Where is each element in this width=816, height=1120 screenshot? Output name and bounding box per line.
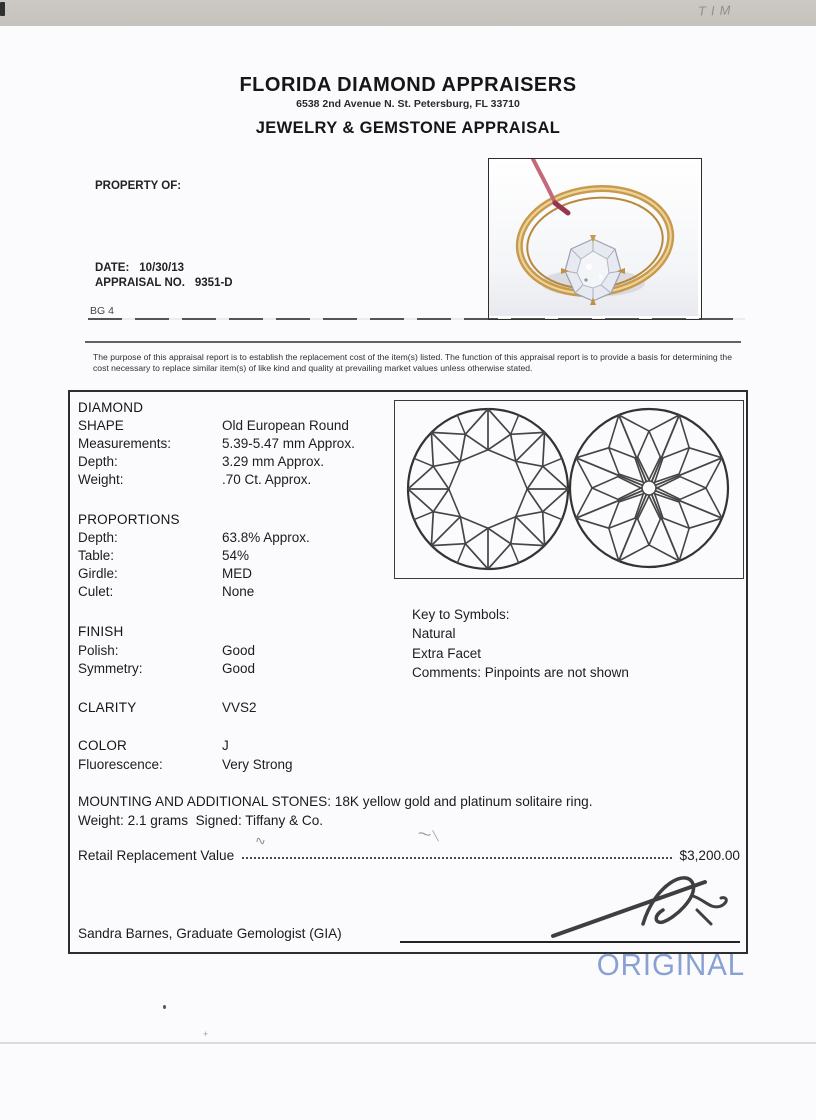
polish-value: Good — [222, 643, 256, 658]
original-stamp: ORIGINAL — [596, 947, 746, 982]
disclaimer-line-2: cost necessary to replace similar item(s) of like kind and quality at prevailing market values unless otherwise stated. — [93, 363, 533, 374]
culet-value: None — [222, 584, 255, 599]
scan-artifact-mark — [0, 2, 5, 16]
key-comments: Comments: Pinpoints are not shown — [412, 665, 629, 681]
color-value: J — [222, 738, 229, 753]
clarity-label: CLARITY — [78, 700, 137, 715]
retail-value-label: Retail Replacement Value — [78, 848, 235, 863]
depth-mm-value: 3.29 mm Approx. — [222, 454, 325, 469]
weight-value: .70 Ct. Approx. — [222, 472, 312, 487]
girdle-label: Girdle: — [78, 566, 118, 581]
appraisal-no-label: APPRAISAL NO. — [95, 277, 185, 289]
shape-label: SHAPE — [78, 418, 124, 433]
measurements-row — [78, 436, 718, 451]
measurements-label: Measurements: — [78, 436, 172, 451]
date-row — [95, 262, 184, 274]
divider-rule-top — [88, 318, 745, 320]
shape-value: Old European Round — [222, 418, 349, 433]
scanner-edge-band — [0, 0, 816, 26]
fluorescence-row — [78, 757, 718, 772]
company-name: FLORIDA DIAMOND APPRAISERS — [239, 74, 577, 96]
mounting-line-1: MOUNTING AND ADDITIONAL STONES: 18K yellow gold and platinum solitaire ring. — [78, 794, 593, 809]
table-value: 54% — [222, 548, 250, 563]
culet-row — [78, 584, 718, 599]
weight-row — [78, 472, 718, 487]
culet-label: Culet: — [78, 584, 114, 599]
depth-pct-value: 63.8% Approx. — [222, 530, 310, 545]
key-to-symbols — [412, 605, 629, 683]
girdle-value: MED — [222, 566, 252, 581]
depth-mm-row — [78, 454, 718, 469]
key-item-extra-facet: Extra Facet — [412, 645, 482, 661]
proportions-section-header: PROPORTIONS — [78, 512, 180, 527]
dot-leader — [242, 857, 671, 859]
date-label: DATE: — [95, 262, 130, 274]
table-row — [78, 548, 718, 563]
signature-line — [400, 941, 740, 943]
diamond-section-header: DIAMOND — [78, 400, 144, 415]
color-label: COLOR — [78, 738, 128, 753]
fluorescence-label: Fluorescence: — [78, 757, 163, 772]
girdle-row — [78, 566, 718, 581]
key-item-natural: Natural — [412, 626, 456, 642]
pen-squiggle: ∿ — [253, 832, 267, 849]
reference-code: BG 4 — [90, 305, 114, 317]
scan-speck — [163, 1005, 166, 1009]
symmetry-label: Symmetry: — [78, 661, 143, 676]
disclaimer-text — [93, 352, 745, 375]
appraisal-no-value: 9351-D — [194, 277, 233, 289]
polish-label: Polish: — [78, 643, 119, 658]
signer-name: Sandra Barnes, Graduate Gemologist (GIA) — [78, 926, 342, 941]
shape-row — [78, 418, 718, 433]
clarity-row — [78, 700, 718, 715]
key-title: Key to Symbols: — [412, 607, 510, 622]
company-address: 6538 2nd Avenue N. St. Petersburg, FL 33710 — [296, 98, 520, 110]
retail-value-row — [78, 848, 740, 863]
color-row — [78, 738, 718, 753]
ring-photo — [488, 158, 702, 320]
divider-rule-mid — [85, 341, 741, 343]
depth-pct-row — [78, 530, 718, 545]
measurements-value: 5.39-5.47 mm Approx. — [222, 436, 355, 451]
document-title: JEWELRY & GEMSTONE APPRAISAL — [255, 119, 561, 137]
table-label: Table: — [78, 548, 115, 563]
clarity-value: VVS2 — [222, 700, 257, 715]
disclaimer-line-1: The purpose of this appraisal report is to establish the replacement cost of the item(s) listed. The function of this appraisal report is to provide a basis for determining the — [93, 352, 732, 362]
signature-scribble — [545, 866, 745, 944]
finish-section-header: FINISH — [78, 624, 124, 639]
depth-pct-label: Depth: — [78, 530, 118, 545]
page-crease-line — [0, 1042, 816, 1044]
property-of-label: PROPERTY OF: — [95, 180, 182, 192]
ring-photo-image — [489, 159, 698, 316]
symmetry-value: Good — [222, 661, 256, 676]
weight-label: Weight: — [78, 472, 124, 487]
appraisal-no-row — [95, 277, 233, 289]
depth-mm-label: Depth: — [78, 454, 118, 469]
scan-speck: + — [203, 1029, 209, 1039]
fluorescence-value: Very Strong — [222, 757, 293, 772]
pen-squiggle: ⁓⟍ — [416, 824, 442, 845]
mounting-line-2: Weight: 2.1 grams Signed: Tiffany & Co. — [78, 813, 324, 828]
date-value: 10/30/13 — [139, 262, 185, 274]
retail-value-amount: $3,200.00 — [679, 848, 740, 863]
handwritten-note: TIM — [697, 2, 736, 19]
